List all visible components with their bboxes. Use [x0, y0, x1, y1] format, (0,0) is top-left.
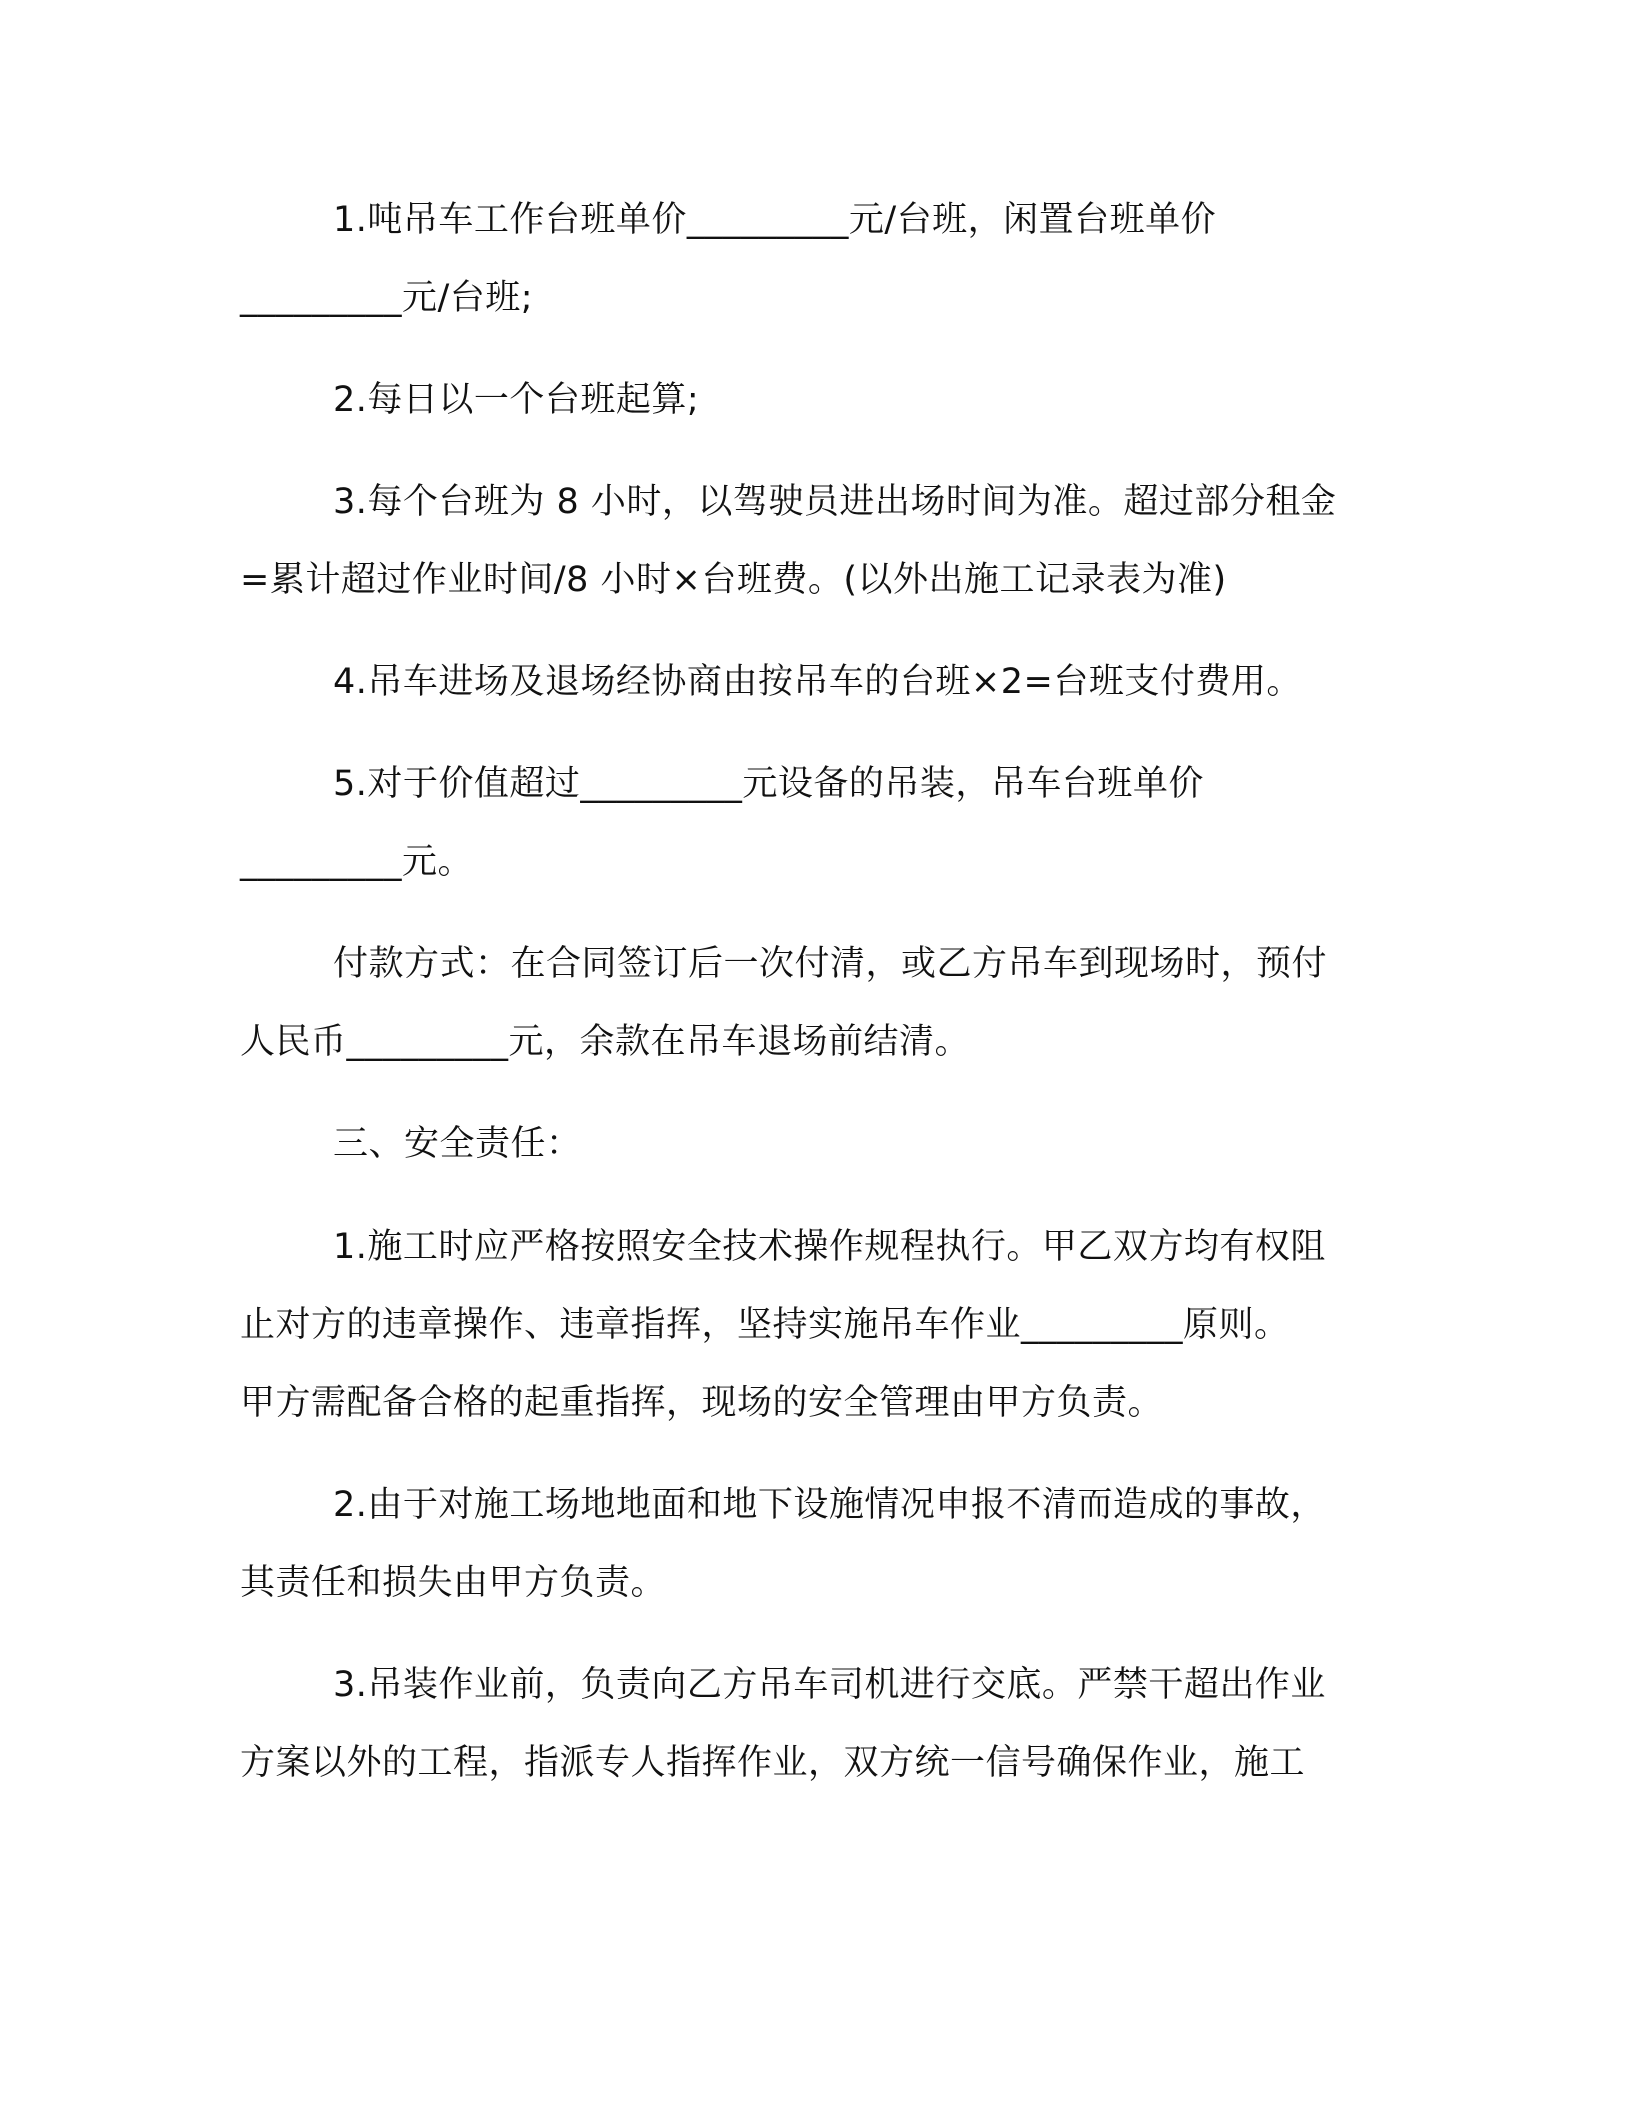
safety-clause-3-line-1: 3.吊装作业前，负责向乙方吊车司机进行交底。严禁干超出作业: [333, 1665, 1326, 1705]
overtime-clause-line-1: 3.每个台班为 8 小时，以驾驶员进出场时间为准。超过部分租金: [333, 482, 1337, 522]
entry-exit-clause: 4.吊车进场及退场经协商由按吊车的台班×2=台班支付费用。: [333, 662, 1302, 702]
daily-shift-clause: 2.每日以一个台班起算;: [333, 380, 700, 420]
section-heading-safety: 三、安全责任：: [333, 1124, 582, 1164]
safety-clause-2-line-1: 2.由于对施工场地地面和地下设施情况申报不清而造成的事故，: [333, 1485, 1326, 1525]
safety-clause-1-line-1: 1.施工时应严格按照安全技术操作规程执行。甲乙双方均有权阻: [333, 1227, 1326, 1267]
safety-clause-3-line-2: 方案以外的工程，指派专人指挥作业，双方统一信号确保作业，施工: [240, 1743, 1306, 1783]
rate-clause-line-1: 1.吨吊车工作台班单价_________元/台班，闲置台班单价: [333, 200, 1217, 240]
overtime-clause-line-2: =累计超过作业时间/8 小时×台班费。(以外出施工记录表为准): [240, 560, 1227, 600]
high-value-clause-line-2: _________元。: [240, 842, 474, 882]
document-page: [240, 0, 1385, 2112]
high-value-clause-line-1: 5.对于价值超过_________元设备的吊装，吊车台班单价: [333, 764, 1204, 804]
safety-clause-2-line-2: 其责任和损失由甲方负责。: [240, 1563, 667, 1603]
payment-clause-line-2: 人民币_________元，余款在吊车退场前结清。: [240, 1022, 971, 1062]
safety-clause-1-line-2: 止对方的违章操作、违章指挥，坚持实施吊车作业_________原则。: [240, 1305, 1290, 1345]
rate-clause-line-2: _________元/台班;: [240, 278, 534, 318]
safety-clause-1-line-3: 甲方需配备合格的起重指挥，现场的安全管理由甲方负责。: [240, 1383, 1164, 1423]
payment-clause-line-1: 付款方式：在合同签订后一次付清，或乙方吊车到现场时，预付: [333, 944, 1328, 984]
